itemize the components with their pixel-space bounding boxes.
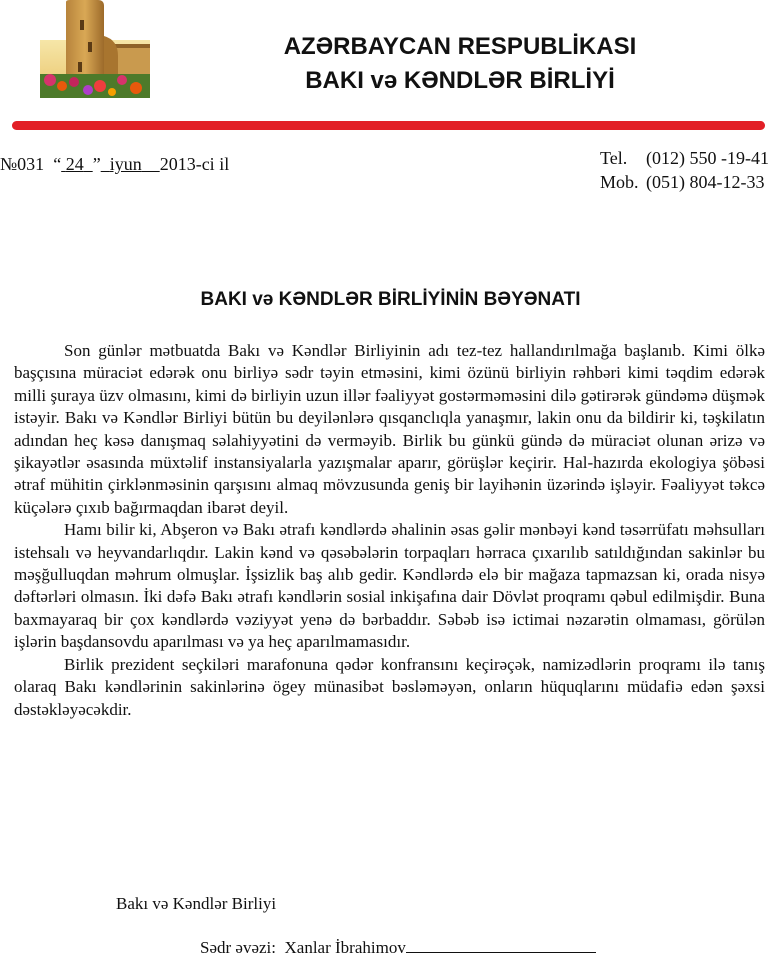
reference-day: 24 xyxy=(65,154,84,174)
reference-year: 2013-ci il xyxy=(159,154,230,174)
paragraph-2: Hamı bilir ki, Abşeron və Bakı ətrafı kəndlərdə əhalinin əsas gəlir mənbəyi kənd təsərrüfatı məhsulları istehsalı və heyvandarlıqdır. Lakin kənd və qəsəbələrin torpaqları hərraca çıxarılıb satıldığından sakinlər bu məşğulluqdan məhrum olmuşlar. İşsizlik baş alıb gedir. Kəndlərdə elə bir mağaza tapmazsan ki, orada nisyə dəftərləri olmasın. İki dəfə Bakı ətrafı kəndlərin sosial inkişafına dair Dövlət proqramı qəbul edilmişdir. Buna baxmayaraq bir çox kəndlərdə vəziyyət yenə də bərbaddır. Səbəb isə ictimai nəzarətin olmaması, görülən işlərin başdansovdu aparılması və ya heç aparılmamasıdır. xyxy=(14,520,765,652)
document-heading: BAKI və KƏNDLƏR BİRLİYİNİN BƏYƏNATI xyxy=(200,289,581,310)
maiden-tower-logo-icon xyxy=(40,0,150,98)
header-divider xyxy=(12,121,765,130)
signature-block xyxy=(200,936,596,958)
document-body xyxy=(14,340,765,721)
paragraph-3: Birlik prezident seçkiləri marafonuna qədər konfransını keçirəçək, namizədlərin proqramı ilə tanış olaraq Bakı kəndlərinin sakinlərinə ögey münasibət bəsləməyən, onların hüquqlarını müdafiə edən şəxsi dəstəkləyəcəkdir. xyxy=(14,654,765,719)
tel-row xyxy=(600,146,769,170)
signoff-organization: Bakı və Kəndlər Birliyi xyxy=(116,894,277,913)
mob-value: (051) 804-12-33 xyxy=(646,172,765,192)
organization-title xyxy=(205,30,715,98)
reference-number: №031 xyxy=(0,154,45,174)
organization-title-line1: AZƏRBAYCAN RESPUBLİKASI xyxy=(283,33,637,60)
contact-info xyxy=(600,146,769,194)
tel-value: (012) 550 -19-41 xyxy=(646,148,769,168)
mob-label: Mob. xyxy=(600,172,639,192)
quote-close: ” xyxy=(92,154,101,174)
paragraph-1: Son günlər mətbuatda Bakı və Kəndlər Birliyinin adı tez-tez hallandırılmağa başlanıb. Kimi ölkə başçısına müraciət edərək onu birliyə sədr təyin etməsini, kimi özünü birliyin rəhbəri kimi təqdim edərək milli şuraya üzv olmasını, kimi də birliyin uzun illər fəaliyyət gostərməməsini dilə gətirərək gündəmə düşmək istəyir. Bakı və Kəndlər Birliyi bütün bu deyilənlərə qısqanclıqla yanaşmır, lakin onu da bildirir ki, təşkilatın adından heç kəsə danışmaq səlahiyyətini də verməyib. Birlik bu günkü gündə də müraciət olunan ərizə və şikayətlər əsasında müxtəlif instansiyalarla yazışmalar aparır, görüşlər keçirir. Hal-hazırda ekologiya şöbəsi ətraf mühitin çirklənməsinin qarşısını almaq mövzusunda geniş bir layihənin üzərində işləyir. Fəaliyyət təkcə küçələrə çıxıb bağırmaqdan ibarət deyil. xyxy=(14,341,765,517)
signer-title: Sədr əvəzi: xyxy=(200,938,276,957)
organization-title-line2: BAKI və KƏNDLƏR BİRLİYİ xyxy=(305,67,615,94)
mob-row xyxy=(600,170,769,194)
signer-name: Xanlar İbrahimov xyxy=(284,938,406,957)
tel-label: Tel. xyxy=(600,148,628,168)
signature-line xyxy=(406,936,596,953)
quote-open: “ xyxy=(53,154,62,174)
reference-month: iyun xyxy=(109,154,142,174)
document-reference xyxy=(0,154,229,175)
